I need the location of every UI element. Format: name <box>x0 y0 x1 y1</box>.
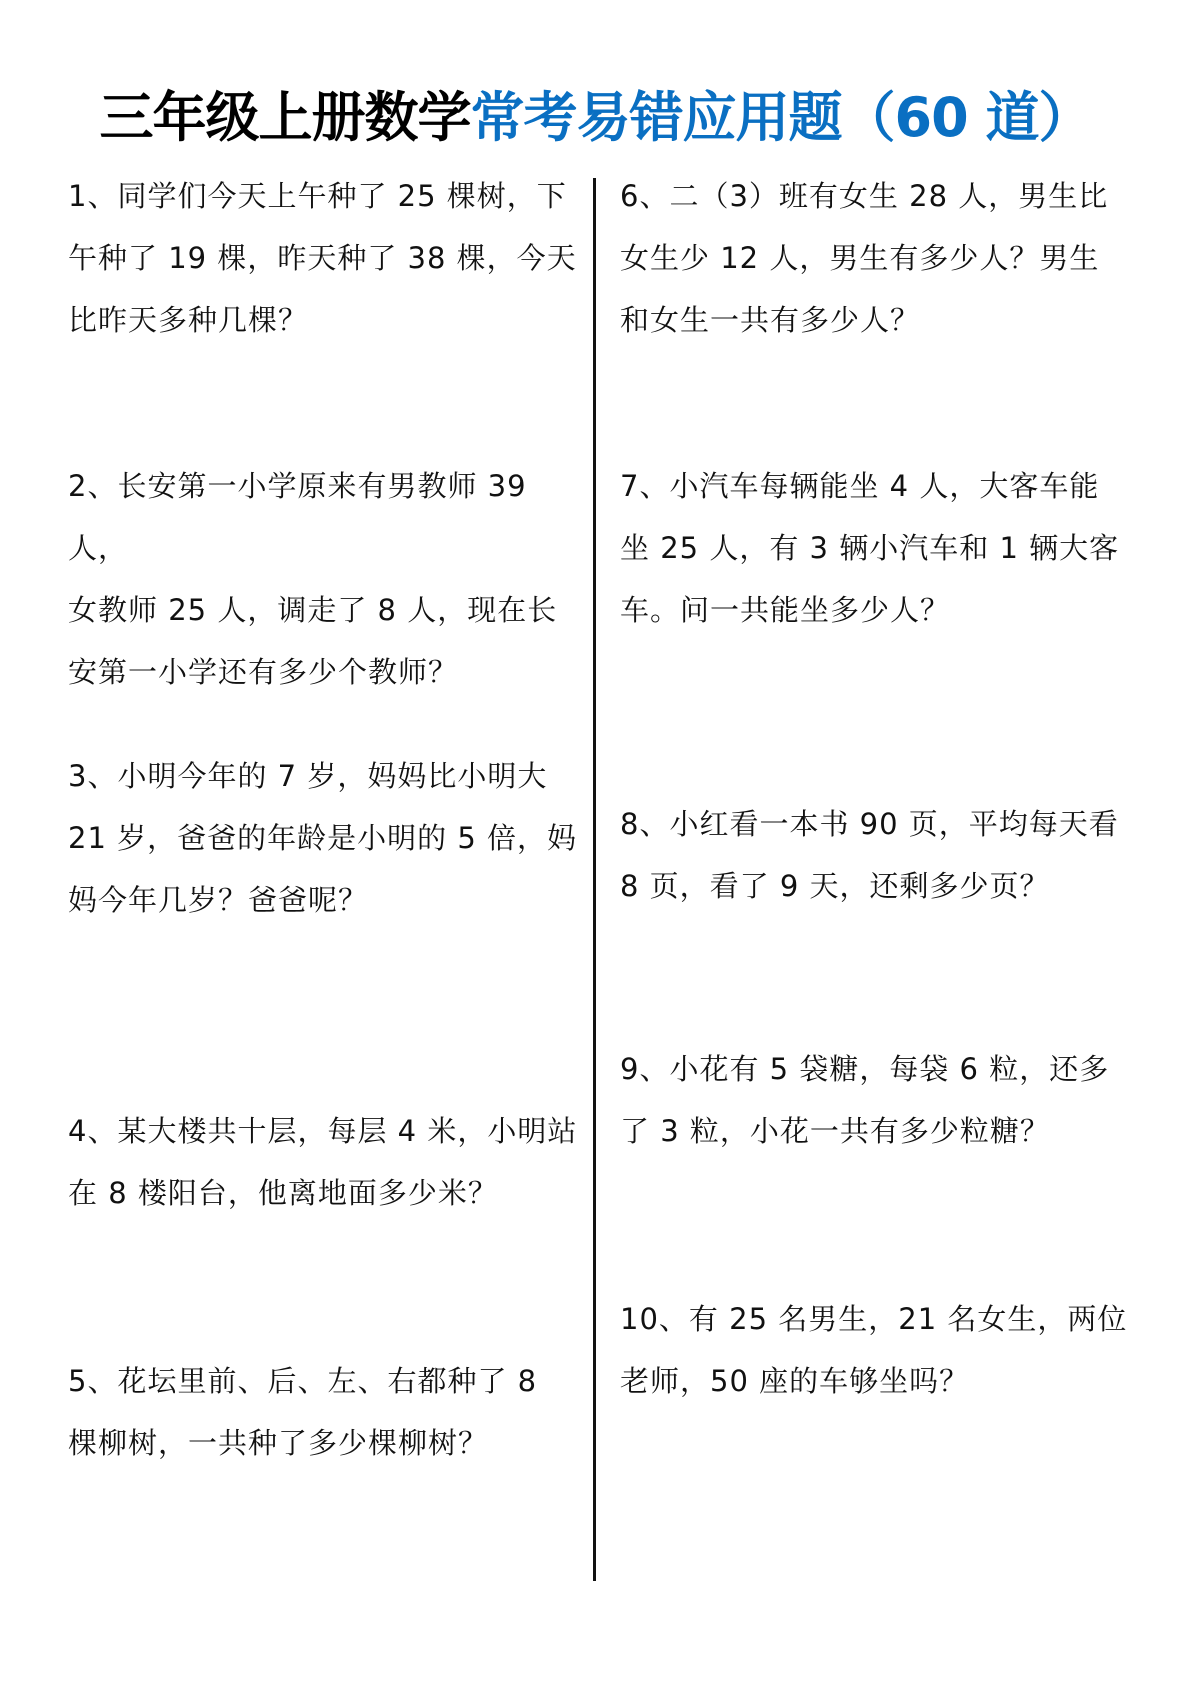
problem-10 <box>620 1288 1132 1412</box>
problem-6 <box>620 165 1132 351</box>
problem-line: 了 3 粒，小花一共有多少粒糖？ <box>620 1114 1050 1148</box>
problem-line: 8 页，看了 9 天，还剩多少页？ <box>620 869 1050 903</box>
problem-line: 在 8 楼阳台，他离地面多少米？ <box>68 1176 498 1210</box>
problem-7 <box>620 455 1132 641</box>
problem-line: 1、同学们今天上午种了 25 棵树，下 <box>68 179 567 213</box>
column-divider <box>593 178 596 1581</box>
problem-line: 5、花坛里前、后、左、右都种了 8 <box>68 1364 538 1398</box>
problem-line: 比昨天多种几棵？ <box>68 303 309 337</box>
problem-line: 安第一小学还有多少个教师？ <box>68 655 459 689</box>
problem-line: 坐 25 人，有 3 辆小汽车和 1 辆大客 <box>620 531 1120 565</box>
problem-line: 女生少 12 人，男生有多少人？男生 <box>620 241 1100 275</box>
problem-line: 车。问一共能坐多少人？ <box>620 593 951 627</box>
problem-1 <box>68 165 580 351</box>
problem-5 <box>68 1350 580 1474</box>
title-topic-part: 常考易错应用题（60 道） <box>470 86 1092 149</box>
problem-line: 4、某大楼共十层，每层 4 米，小明站 <box>68 1114 578 1148</box>
problem-3 <box>68 745 580 931</box>
problem-9 <box>620 1038 1132 1162</box>
page-title <box>0 78 1191 158</box>
problem-line: 3、小明今年的 7 岁，妈妈比小明大 <box>68 759 548 793</box>
title-grade-part: 三年级上册数学 <box>99 86 471 149</box>
problem-line: 21 岁，爸爸的年龄是小明的 5 倍，妈 <box>68 821 578 855</box>
problem-line: 7、小汽车每辆能坐 4 人，大客车能 <box>620 469 1100 503</box>
problem-line: 10、有 25 名男生，21 名女生，两位 <box>620 1302 1128 1336</box>
problem-line: 2、长安第一小学原来有男教师 39 人， <box>68 469 527 565</box>
problem-line: 棵柳树，一共种了多少棵柳树？ <box>68 1426 489 1460</box>
problem-line: 和女生一共有多少人？ <box>620 303 921 337</box>
problem-line: 6、二（3）班有女生 28 人，男生比 <box>620 179 1109 213</box>
problem-line: 妈今年几岁？爸爸呢？ <box>68 883 369 917</box>
problem-4 <box>68 1100 580 1224</box>
problem-2 <box>68 455 580 703</box>
problem-line: 9、小花有 5 袋糖，每袋 6 粒，还多 <box>620 1052 1110 1086</box>
problem-line: 女教师 25 人，调走了 8 人，现在长 <box>68 593 558 627</box>
problem-8 <box>620 793 1132 917</box>
problem-line: 午种了 19 棵，昨天种了 38 棵，今天 <box>68 241 577 275</box>
problem-line: 老师，50 座的车够坐吗？ <box>620 1364 970 1398</box>
problem-line: 8、小红看一本书 90 页，平均每天看 <box>620 807 1119 841</box>
